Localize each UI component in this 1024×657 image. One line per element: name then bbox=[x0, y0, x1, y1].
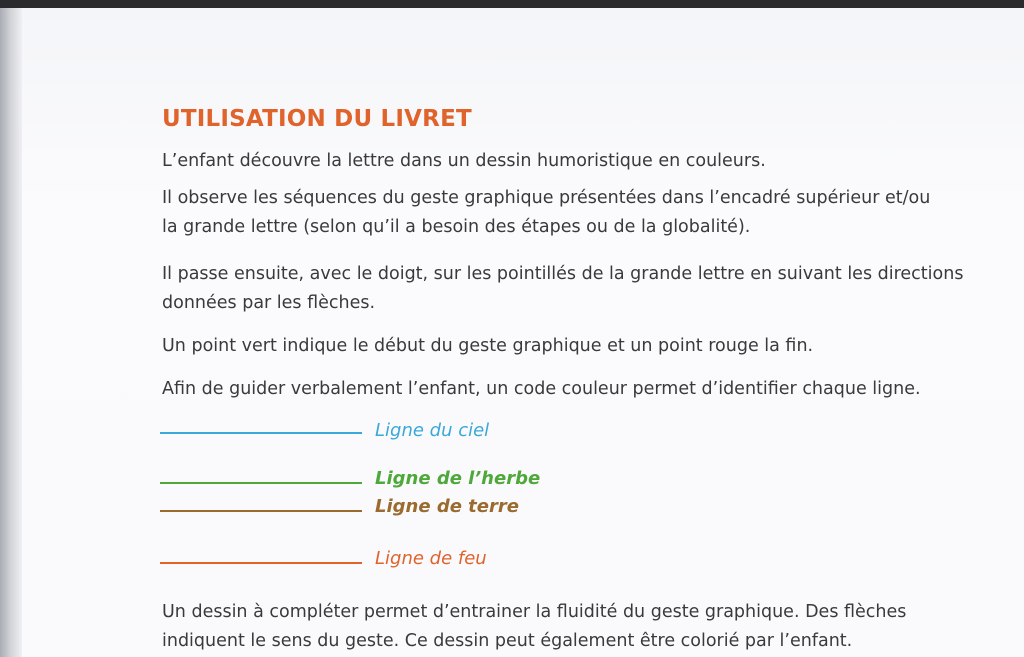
paragraph-finger-line-1: Il passe ensuite, avec le doigt, sur les pointillés de la grande lettre en suivant les directions bbox=[162, 264, 964, 284]
book-binding-shadow bbox=[0, 8, 22, 657]
paragraph-dots: Un point vert indique le début du geste graphique et un point rouge la fin. bbox=[162, 336, 814, 356]
page bbox=[22, 8, 1024, 657]
line-sky-swatch bbox=[160, 432, 362, 434]
line-fire-label: Ligne de feu bbox=[375, 548, 487, 569]
line-earth-swatch bbox=[160, 510, 362, 512]
paragraph-drawing-line-1: Un dessin à compléter permet d’entrainer la fluidité du geste graphique. Des flèches bbox=[162, 602, 907, 622]
paragraph-intro: L’enfant découvre la lettre dans un dessin humoristique en couleurs. bbox=[162, 151, 766, 171]
paragraph-color-code: Afin de guider verbalement l’enfant, un code couleur permet d’identifier chaque ligne. bbox=[162, 379, 921, 399]
paragraph-drawing-line-2: indiquent le sens du geste. Ce dessin peut également être colorié par l’enfant. bbox=[162, 631, 853, 651]
line-fire-swatch bbox=[160, 562, 362, 564]
paragraph-observe-line-2: la grande lettre (selon qu’il a besoin des étapes ou de la globalité). bbox=[162, 217, 751, 237]
line-grass-label: Ligne de l’herbe bbox=[375, 468, 541, 489]
section-heading: UTILISATION DU LIVRET bbox=[162, 106, 472, 132]
line-sky-label: Ligne du ciel bbox=[375, 420, 490, 441]
paragraph-finger-line-2: données par les flèches. bbox=[162, 293, 376, 313]
paragraph-observe-line-1: Il observe les séquences du geste graphique présentées dans l’encadré supérieur et/ou bbox=[162, 188, 931, 208]
line-earth-label: Ligne de terre bbox=[375, 496, 519, 517]
book-top-edge bbox=[0, 0, 1024, 8]
line-grass-swatch bbox=[160, 482, 362, 484]
